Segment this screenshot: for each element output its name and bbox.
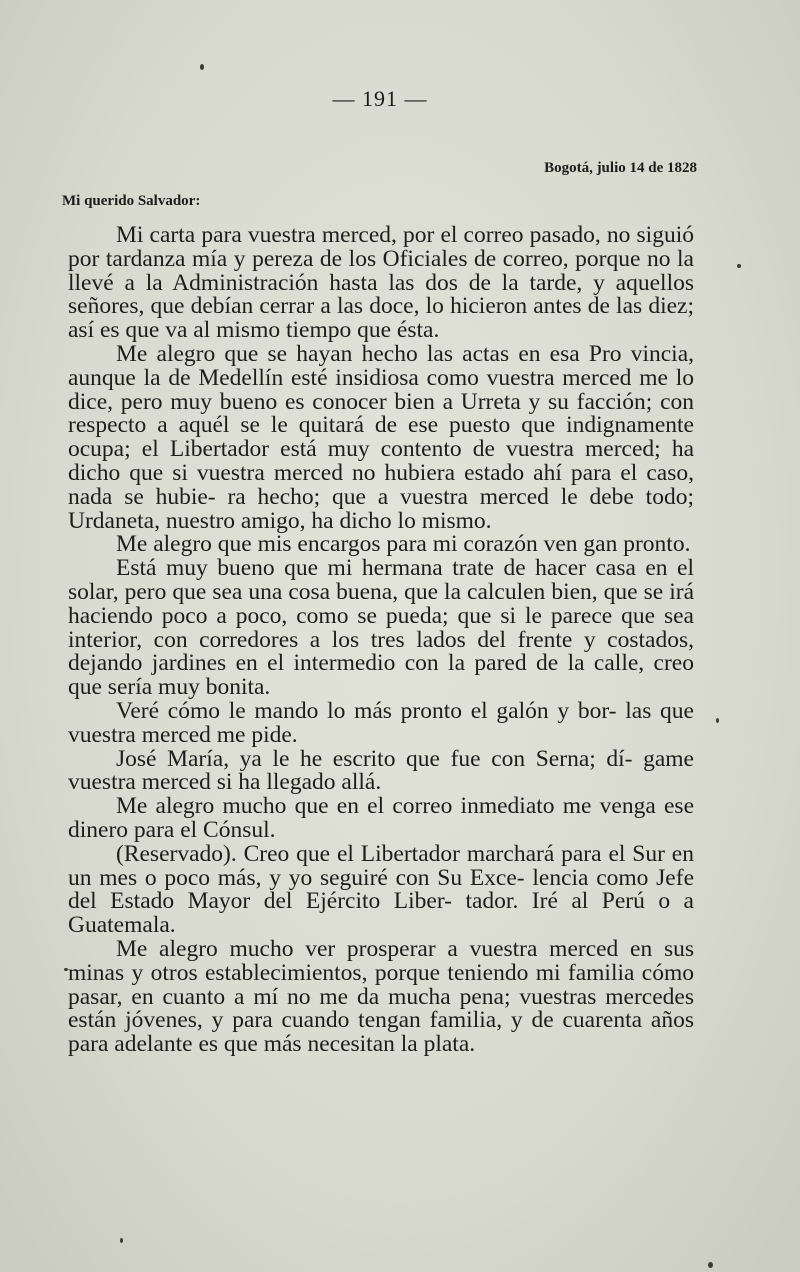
- ink-speck: [716, 718, 719, 723]
- letter-salutation: Mi querido Salvador:: [62, 193, 201, 209]
- paragraph: (Reservado). Creo que el Libertador marchará para el Sur en un mes o poco más, y yo seguiré con Su Exce- lencia como Jefe del Estado Mayor del Ejército Liber- tador. Iré al Perú o a Guatemala.: [68, 840, 694, 939]
- page-number: — 191 —: [332, 86, 428, 111]
- paragraph: Está muy bueno que mi hermana trate de hacer casa en el solar, pero que sea una cosa buena, que la calculen bien, que se irá haciendo poco a poco, como se pueda; que si le parece que sea interior, con corredores a los tres lados del frente y costados, dejando jardines en el intermedio con la pared de la calle, creo que sería muy bonita.: [68, 555, 694, 701]
- letter-dateline: Bogotá, julio 14 de 1828: [544, 160, 697, 176]
- ink-speck: [708, 1262, 713, 1268]
- ink-speck: [120, 1238, 123, 1243]
- paragraph: José María, ya le he escrito que fue con Serna; dí- game vuestra merced si ha llegado allá.: [68, 745, 694, 796]
- ink-speck: [737, 264, 741, 268]
- paragraph: Me alegro mucho que en el correo inmediato me venga ese dinero para el Cónsul.: [68, 793, 694, 843]
- paragraph: Me alegro que se hayan hecho las actas en esa Pro vincia, aunque la de Medellín esté insidiosa como vuestra merced me lo dice, pero muy bueno es conocer bien a Urreta y su facción; con respecto a aquél se le quitará de ese puesto que indignamente ocupa; el Libertador está muy contento de vuestra merced; ha dicho que si vuestra merced no hubiera estado ahí para el caso, nada se hubie- ra hecho; que a vuestra merced le debe todo; Urdaneta, nuestro amigo, ha dicho lo mismo.: [68, 340, 694, 534]
- paragraph: Me alegro mucho ver prosperar a vuestra merced en sus minas y otros establecimientos, porque teniendo mi familia cómo pasar, en cuanto a mí no me da mucha pena; vuestras mercedes están jóvenes, y para cuando tengan familia, y de cuarenta años para adelante es que más necesitan la plata.: [68, 935, 694, 1058]
- paragraph: Mi carta para vuestra merced, por el correo pasado, no siguió por tardanza mía y pereza de los Oficiales de correo, porque no la llevé a la Administración hasta las dos de la tarde, y aquellos señores, que debían cerrar a las doce, lo hicieron antes de las diez; así es que va al mismo tiempo que ésta.: [68, 222, 694, 344]
- ink-speck: [64, 968, 68, 971]
- ink-speck: [200, 64, 204, 70]
- letter-body: [68, 224, 694, 1057]
- paragraph: Veré cómo le mando lo más pronto el galón y bor- las que vuestra merced me pide.: [68, 697, 694, 748]
- paragraph: Me alegro que mis encargos para mi corazón ven gan pronto.: [116, 531, 691, 558]
